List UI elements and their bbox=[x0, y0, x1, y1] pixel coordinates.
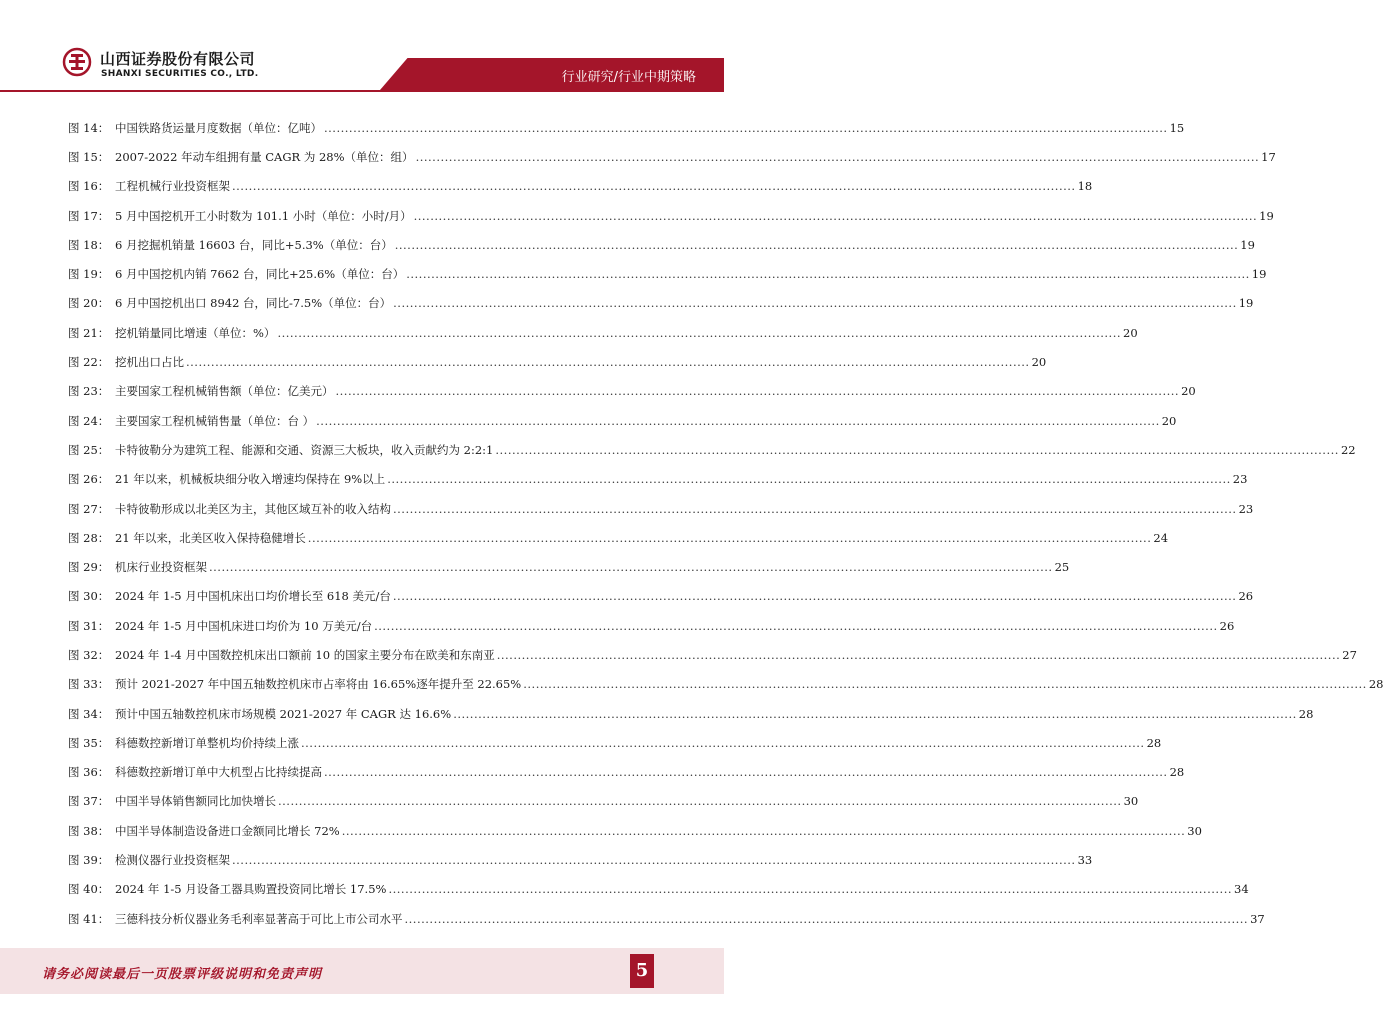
toc-leader-dots bbox=[316, 414, 1160, 428]
toc-figure-label: 图 26： bbox=[68, 472, 110, 487]
company-logo-icon bbox=[62, 47, 92, 77]
toc-figure-label: 图 30： bbox=[68, 589, 110, 604]
toc-entry[interactable] bbox=[68, 699, 1314, 728]
company-name-cn: 山西证券股份有限公司 bbox=[100, 50, 256, 68]
toc-figure-label: 图 34： bbox=[68, 706, 110, 721]
toc-figure-title: 检测仪器行业投资框架 bbox=[115, 853, 230, 868]
toc-leader-dots bbox=[497, 648, 1341, 662]
toc-entry[interactable] bbox=[68, 728, 1162, 757]
toc-figure-label: 图 33： bbox=[68, 677, 110, 692]
toc-entry[interactable] bbox=[68, 845, 1093, 874]
toc-leader-dots bbox=[414, 209, 1258, 223]
toc-figure-title: 21 年以来，机械板块细分收入增速均保持在 9%以上 bbox=[115, 472, 386, 487]
toc-leader-dots bbox=[405, 912, 1249, 926]
toc-page-number: 28 bbox=[1298, 706, 1314, 721]
toc-figure-label: 图 38： bbox=[68, 823, 110, 838]
toc-page-number: 34 bbox=[1234, 882, 1249, 897]
toc-page-number: 30 bbox=[1187, 823, 1202, 838]
toc-figure-title: 2024 年 1-4 月中国数控机床出口额前 10 的国家主要分布在欧美和东南亚 bbox=[115, 647, 495, 662]
toc-figure-label: 图 14： bbox=[68, 120, 110, 135]
toc-figure-title: 2007-2022 年动车组拥有量 CAGR 为 28%（单位：组） bbox=[115, 149, 414, 164]
toc-figure-title: 2024 年 1-5 月中国机床进口均价为 10 万美元/台 bbox=[115, 618, 373, 633]
toc-entry[interactable] bbox=[68, 494, 1254, 523]
toc-page-number: 33 bbox=[1077, 853, 1093, 868]
toc-page-number: 25 bbox=[1054, 560, 1070, 575]
disclaimer-text: 请务必阅读最后一页股票评级说明和免责声明 bbox=[42, 967, 323, 982]
toc-page-number: 27 bbox=[1342, 647, 1357, 662]
toc-page-number: 19 bbox=[1240, 237, 1255, 252]
toc-figure-label: 图 29： bbox=[68, 560, 110, 575]
toc-figure-label: 图 36： bbox=[68, 765, 110, 780]
toc-figure-label: 图 35： bbox=[68, 735, 110, 750]
toc-figure-title: 6 月中国挖机内销 7662 台，同比+25.6%（单位：台） bbox=[115, 267, 405, 282]
toc-leader-dots bbox=[393, 502, 1237, 516]
toc-page-number: 26 bbox=[1219, 618, 1235, 633]
toc-figure-label: 图 19： bbox=[68, 267, 110, 282]
toc-entry[interactable] bbox=[68, 904, 1265, 933]
toc-figure-label: 图 21： bbox=[68, 325, 110, 340]
page-footer bbox=[0, 948, 724, 994]
toc-page-number: 30 bbox=[1123, 794, 1139, 809]
toc-figure-title: 主要国家工程机械销售额（单位：亿美元） bbox=[115, 384, 334, 399]
toc-page-number: 23 bbox=[1238, 501, 1254, 516]
toc-figure-title: 中国半导体制造设备进口金额同比增长 72% bbox=[115, 823, 340, 838]
toc-leader-dots bbox=[495, 443, 1339, 457]
toc-entry[interactable] bbox=[68, 318, 1138, 347]
toc-leader-dots bbox=[393, 589, 1237, 603]
toc-figure-label: 图 32： bbox=[68, 647, 110, 662]
section-tag: 行业研究/行业中期策略 bbox=[561, 70, 696, 85]
toc-entry[interactable] bbox=[68, 582, 1254, 611]
toc-entry[interactable] bbox=[68, 113, 1185, 142]
page-header bbox=[0, 0, 724, 96]
toc-leader-dots bbox=[324, 765, 1168, 779]
toc-figure-label: 图 40： bbox=[68, 882, 110, 897]
toc-figure-title: 主要国家工程机械销售量（单位：台 ） bbox=[115, 413, 315, 428]
toc-figure-title: 机床行业投资框架 bbox=[115, 560, 207, 575]
toc-figure-label: 图 25： bbox=[68, 442, 110, 457]
toc-figure-label: 图 17： bbox=[68, 208, 110, 223]
toc-figure-label: 图 20： bbox=[68, 296, 110, 311]
toc-entry[interactable] bbox=[68, 230, 1255, 259]
toc-page-number: 20 bbox=[1161, 413, 1177, 428]
toc-entry[interactable] bbox=[68, 670, 1383, 699]
toc-leader-dots bbox=[395, 238, 1239, 252]
toc-leader-dots bbox=[308, 531, 1152, 545]
toc-entry[interactable] bbox=[68, 435, 1356, 464]
toc-leader-dots bbox=[387, 472, 1231, 486]
toc-entry[interactable] bbox=[68, 787, 1139, 816]
toc-page-number: 24 bbox=[1153, 530, 1169, 545]
toc-leader-dots bbox=[209, 560, 1053, 574]
toc-leader-dots bbox=[232, 179, 1076, 193]
toc-leader-dots bbox=[232, 853, 1076, 867]
toc-figure-label: 图 16： bbox=[68, 179, 110, 194]
toc-figure-title: 6 月挖掘机销量 16603 台，同比+5.3%（单位：台） bbox=[115, 237, 393, 252]
toc-page-number: 17 bbox=[1261, 149, 1276, 164]
figure-list bbox=[68, 113, 1383, 933]
toc-figure-title: 21 年以来，北美区收入保持稳健增长 bbox=[115, 530, 306, 545]
toc-leader-dots bbox=[186, 355, 1030, 369]
toc-entry[interactable] bbox=[68, 816, 1202, 845]
company-name-en: SHANXI SECURITIES CO., LTD. bbox=[101, 69, 259, 79]
toc-entry[interactable] bbox=[68, 142, 1276, 171]
toc-figure-title: 卡特彼勒分为建筑工程、能源和交通、资源三大板块，收入贡献约为 2:2:1 bbox=[115, 442, 494, 457]
toc-page-number: 26 bbox=[1238, 589, 1254, 604]
toc-figure-title: 挖机出口占比 bbox=[115, 355, 184, 370]
toc-figure-title: 卡特彼勒形成以北美区为主，其他区域互补的收入结构 bbox=[115, 501, 391, 516]
toc-page-number: 20 bbox=[1031, 355, 1047, 370]
toc-figure-label: 图 31： bbox=[68, 618, 110, 633]
toc-entry[interactable] bbox=[68, 259, 1267, 288]
toc-entry[interactable] bbox=[68, 465, 1248, 494]
toc-figure-title: 工程机械行业投资框架 bbox=[115, 179, 230, 194]
toc-leader-dots bbox=[523, 677, 1367, 691]
toc-page-number: 23 bbox=[1232, 472, 1248, 487]
toc-entry[interactable] bbox=[68, 875, 1249, 904]
toc-leader-dots bbox=[406, 267, 1250, 281]
toc-page-number: 19 bbox=[1259, 208, 1274, 223]
toc-figure-label: 图 41： bbox=[68, 911, 110, 926]
toc-page-number: 28 bbox=[1368, 677, 1383, 692]
toc-figure-title: 预计 2021-2027 年中国五轴数控机床市占率将由 16.65%逐年提升至 22.65% bbox=[115, 677, 522, 692]
toc-figure-title: 2024 年 1-5 月中国机床出口均价增长至 618 美元/台 bbox=[115, 589, 391, 604]
toc-page-number: 15 bbox=[1169, 120, 1185, 135]
toc-figure-label: 图 27： bbox=[68, 501, 110, 516]
toc-page-number: 22 bbox=[1340, 442, 1356, 457]
toc-entry[interactable] bbox=[68, 347, 1047, 376]
toc-leader-dots bbox=[393, 296, 1237, 310]
toc-entry[interactable] bbox=[68, 758, 1185, 787]
toc-leader-dots bbox=[277, 326, 1121, 340]
toc-leader-dots bbox=[374, 619, 1218, 633]
toc-leader-dots bbox=[342, 824, 1186, 838]
toc-figure-title: 三德科技分析仪器业务毛利率显著高于可比上市公司水平 bbox=[115, 911, 403, 926]
toc-leader-dots bbox=[453, 707, 1297, 721]
toc-entry[interactable] bbox=[68, 289, 1254, 318]
toc-figure-title: 预计中国五轴数控机床市场规模 2021-2027 年 CAGR 达 16.6% bbox=[115, 706, 452, 721]
toc-leader-dots bbox=[388, 882, 1232, 896]
toc-figure-title: 6 月中国挖机出口 8942 台，同比-7.5%（单位：台） bbox=[115, 296, 392, 311]
toc-figure-title: 中国半导体销售额同比加快增长 bbox=[115, 794, 276, 809]
toc-page-number: 37 bbox=[1250, 911, 1265, 926]
toc-figure-label: 图 18： bbox=[68, 237, 110, 252]
toc-figure-title: 5 月中国挖机开工小时数为 101.1 小时（单位：小时/月） bbox=[115, 208, 412, 223]
toc-figure-title: 2024 年 1-5 月设备工器具购置投资同比增长 17.5% bbox=[115, 882, 387, 897]
toc-leader-dots bbox=[301, 736, 1145, 750]
toc-figure-label: 图 15： bbox=[68, 149, 110, 164]
toc-entry[interactable] bbox=[68, 611, 1235, 640]
toc-figure-label: 图 37： bbox=[68, 794, 110, 809]
toc-figure-title: 中国铁路货运量月度数据（单位：亿吨） bbox=[115, 120, 322, 135]
page-number: 5 bbox=[630, 954, 654, 988]
toc-figure-label: 图 28： bbox=[68, 530, 110, 545]
toc-entry[interactable] bbox=[68, 201, 1274, 230]
toc-page-number: 20 bbox=[1181, 384, 1196, 399]
toc-figure-title: 挖机销量同比增速（单位：%） bbox=[115, 325, 276, 340]
toc-leader-dots bbox=[416, 150, 1260, 164]
toc-page-number: 28 bbox=[1169, 765, 1185, 780]
toc-leader-dots bbox=[278, 794, 1122, 808]
toc-entry[interactable] bbox=[68, 377, 1196, 406]
toc-page-number: 20 bbox=[1123, 325, 1138, 340]
toc-entry[interactable] bbox=[68, 406, 1177, 435]
toc-page-number: 28 bbox=[1146, 735, 1162, 750]
toc-entry[interactable] bbox=[68, 552, 1070, 581]
toc-entry[interactable] bbox=[68, 172, 1093, 201]
toc-leader-dots bbox=[336, 384, 1180, 398]
toc-figure-label: 图 22： bbox=[68, 355, 110, 370]
toc-entry[interactable] bbox=[68, 640, 1357, 669]
toc-leader-dots bbox=[324, 121, 1168, 135]
toc-page-number: 19 bbox=[1238, 296, 1254, 311]
toc-page-number: 18 bbox=[1077, 179, 1093, 194]
toc-entry[interactable] bbox=[68, 523, 1169, 552]
toc-figure-title: 科德数控新增订单整机均价持续上涨 bbox=[115, 735, 299, 750]
toc-figure-label: 图 39： bbox=[68, 853, 110, 868]
toc-figure-label: 图 23： bbox=[68, 384, 110, 399]
toc-figure-title: 科德数控新增订单中大机型占比持续提高 bbox=[115, 765, 322, 780]
toc-page-number: 19 bbox=[1251, 267, 1267, 282]
header-divider bbox=[0, 90, 724, 92]
toc-figure-label: 图 24： bbox=[68, 413, 110, 428]
